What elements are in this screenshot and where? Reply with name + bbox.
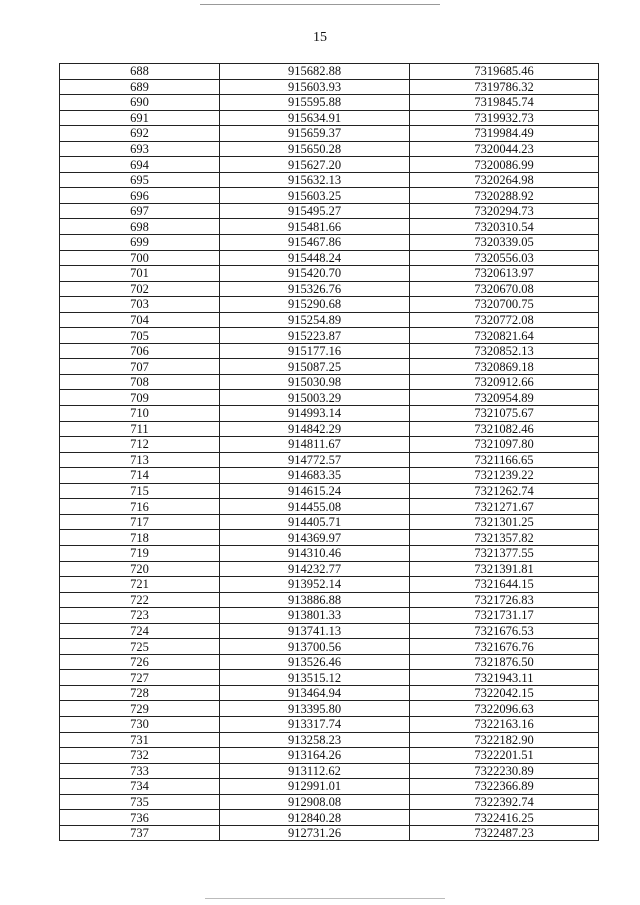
table-row <box>60 406 599 422</box>
point-number-cell: 713 <box>60 452 220 468</box>
y-coordinate-cell: 7320670.08 <box>410 281 599 297</box>
point-number-cell: 721 <box>60 577 220 593</box>
point-number-cell: 729 <box>60 701 220 717</box>
y-coordinate-cell: 7322163.16 <box>410 716 599 732</box>
point-number-cell: 699 <box>60 235 220 251</box>
y-coordinate-cell: 7320556.03 <box>410 250 599 266</box>
y-coordinate-cell: 7322230.89 <box>410 763 599 779</box>
y-coordinate-cell: 7321377.55 <box>410 545 599 561</box>
x-coordinate-cell: 912991.01 <box>220 779 410 795</box>
y-coordinate-cell: 7321262.74 <box>410 483 599 499</box>
point-number-cell: 697 <box>60 203 220 219</box>
table-row <box>60 623 599 639</box>
y-coordinate-cell: 7321943.11 <box>410 670 599 686</box>
x-coordinate-cell: 912908.08 <box>220 794 410 810</box>
y-coordinate-cell: 7322096.63 <box>410 701 599 717</box>
point-number-cell: 711 <box>60 421 220 437</box>
point-number-cell: 701 <box>60 266 220 282</box>
table-row <box>60 514 599 530</box>
table-row <box>60 250 599 266</box>
point-number-cell: 732 <box>60 748 220 764</box>
y-coordinate-cell: 7321676.53 <box>410 623 599 639</box>
y-coordinate-cell: 7320700.75 <box>410 297 599 313</box>
x-coordinate-cell: 915481.66 <box>220 219 410 235</box>
x-coordinate-cell: 915254.89 <box>220 312 410 328</box>
y-coordinate-cell: 7321644.15 <box>410 577 599 593</box>
x-coordinate-cell: 913515.12 <box>220 670 410 686</box>
table-row <box>60 468 599 484</box>
table-row <box>60 561 599 577</box>
y-coordinate-cell: 7322042.15 <box>410 685 599 701</box>
x-coordinate-cell: 913112.62 <box>220 763 410 779</box>
x-coordinate-cell: 913395.80 <box>220 701 410 717</box>
x-coordinate-cell: 915632.13 <box>220 172 410 188</box>
x-coordinate-cell: 915603.93 <box>220 79 410 95</box>
x-coordinate-cell: 915682.88 <box>220 64 410 80</box>
table-row <box>60 203 599 219</box>
x-coordinate-cell: 914615.24 <box>220 483 410 499</box>
y-coordinate-cell: 7321166.65 <box>410 452 599 468</box>
point-number-cell: 693 <box>60 141 220 157</box>
point-number-cell: 702 <box>60 281 220 297</box>
x-coordinate-cell: 914811.67 <box>220 437 410 453</box>
point-number-cell: 731 <box>60 732 220 748</box>
x-coordinate-cell: 913526.46 <box>220 654 410 670</box>
y-coordinate-cell: 7319984.49 <box>410 126 599 142</box>
x-coordinate-cell: 915290.68 <box>220 297 410 313</box>
y-coordinate-cell: 7321876.50 <box>410 654 599 670</box>
table-row <box>60 685 599 701</box>
x-coordinate-cell: 912840.28 <box>220 810 410 826</box>
x-coordinate-cell: 915595.88 <box>220 95 410 111</box>
point-number-cell: 720 <box>60 561 220 577</box>
point-number-cell: 728 <box>60 685 220 701</box>
y-coordinate-cell: 7319845.74 <box>410 95 599 111</box>
table-row <box>60 794 599 810</box>
point-number-cell: 695 <box>60 172 220 188</box>
coordinates-table-body <box>60 64 599 841</box>
table-row <box>60 64 599 80</box>
table-row <box>60 266 599 282</box>
y-coordinate-cell: 7321239.22 <box>410 468 599 484</box>
table-row <box>60 639 599 655</box>
table-row <box>60 95 599 111</box>
bottom-scan-line <box>205 898 445 899</box>
y-coordinate-cell: 7320294.73 <box>410 203 599 219</box>
x-coordinate-cell: 915448.24 <box>220 250 410 266</box>
x-coordinate-cell: 915627.20 <box>220 157 410 173</box>
x-coordinate-cell: 915177.16 <box>220 343 410 359</box>
table-row <box>60 810 599 826</box>
table-row <box>60 312 599 328</box>
table-row <box>60 825 599 841</box>
x-coordinate-cell: 915650.28 <box>220 141 410 157</box>
table-row <box>60 219 599 235</box>
x-coordinate-cell: 915420.70 <box>220 266 410 282</box>
point-number-cell: 724 <box>60 623 220 639</box>
table-row <box>60 297 599 313</box>
x-coordinate-cell: 914405.71 <box>220 514 410 530</box>
x-coordinate-cell: 914842.29 <box>220 421 410 437</box>
point-number-cell: 726 <box>60 654 220 670</box>
x-coordinate-cell: 914310.46 <box>220 545 410 561</box>
x-coordinate-cell: 915659.37 <box>220 126 410 142</box>
x-coordinate-cell: 915030.98 <box>220 374 410 390</box>
point-number-cell: 718 <box>60 530 220 546</box>
table-row <box>60 716 599 732</box>
point-number-cell: 714 <box>60 468 220 484</box>
point-number-cell: 730 <box>60 716 220 732</box>
y-coordinate-cell: 7319786.32 <box>410 79 599 95</box>
point-number-cell: 696 <box>60 188 220 204</box>
y-coordinate-cell: 7322487.23 <box>410 825 599 841</box>
table-row <box>60 701 599 717</box>
table-row <box>60 437 599 453</box>
point-number-cell: 723 <box>60 608 220 624</box>
x-coordinate-cell: 913700.56 <box>220 639 410 655</box>
y-coordinate-cell: 7321731.17 <box>410 608 599 624</box>
table-row <box>60 157 599 173</box>
table-row <box>60 732 599 748</box>
x-coordinate-cell: 915603.25 <box>220 188 410 204</box>
table-row <box>60 328 599 344</box>
table-row <box>60 235 599 251</box>
point-number-cell: 733 <box>60 763 220 779</box>
y-coordinate-cell: 7321082.46 <box>410 421 599 437</box>
x-coordinate-cell: 913464.94 <box>220 685 410 701</box>
y-coordinate-cell: 7322201.51 <box>410 748 599 764</box>
y-coordinate-cell: 7322182.90 <box>410 732 599 748</box>
table-row <box>60 390 599 406</box>
table-row <box>60 483 599 499</box>
x-coordinate-cell: 914455.08 <box>220 499 410 515</box>
point-number-cell: 705 <box>60 328 220 344</box>
point-number-cell: 700 <box>60 250 220 266</box>
x-coordinate-cell: 914369.97 <box>220 530 410 546</box>
y-coordinate-cell: 7320044.23 <box>410 141 599 157</box>
point-number-cell: 717 <box>60 514 220 530</box>
table-row <box>60 359 599 375</box>
table-row <box>60 188 599 204</box>
table-row <box>60 763 599 779</box>
x-coordinate-cell: 913317.74 <box>220 716 410 732</box>
y-coordinate-cell: 7321301.25 <box>410 514 599 530</box>
y-coordinate-cell: 7320310.54 <box>410 219 599 235</box>
point-number-cell: 709 <box>60 390 220 406</box>
x-coordinate-cell: 915223.87 <box>220 328 410 344</box>
point-number-cell: 706 <box>60 343 220 359</box>
y-coordinate-cell: 7320339.05 <box>410 235 599 251</box>
x-coordinate-cell: 914683.35 <box>220 468 410 484</box>
x-coordinate-cell: 913886.88 <box>220 592 410 608</box>
y-coordinate-cell: 7321726.83 <box>410 592 599 608</box>
point-number-cell: 715 <box>60 483 220 499</box>
point-number-cell: 691 <box>60 110 220 126</box>
point-number-cell: 716 <box>60 499 220 515</box>
point-number-cell: 719 <box>60 545 220 561</box>
point-number-cell: 690 <box>60 95 220 111</box>
point-number-cell: 734 <box>60 779 220 795</box>
y-coordinate-cell: 7321357.82 <box>410 530 599 546</box>
y-coordinate-cell: 7320852.13 <box>410 343 599 359</box>
table-row <box>60 670 599 686</box>
x-coordinate-cell: 913741.13 <box>220 623 410 639</box>
table-row <box>60 530 599 546</box>
point-number-cell: 710 <box>60 406 220 422</box>
table-row <box>60 748 599 764</box>
point-number-cell: 712 <box>60 437 220 453</box>
table-row <box>60 421 599 437</box>
y-coordinate-cell: 7320086.99 <box>410 157 599 173</box>
y-coordinate-cell: 7320954.89 <box>410 390 599 406</box>
point-number-cell: 725 <box>60 639 220 655</box>
y-coordinate-cell: 7320772.08 <box>410 312 599 328</box>
x-coordinate-cell: 915087.25 <box>220 359 410 375</box>
point-number-cell: 704 <box>60 312 220 328</box>
table-row <box>60 654 599 670</box>
table-row <box>60 608 599 624</box>
point-number-cell: 735 <box>60 794 220 810</box>
y-coordinate-cell: 7321271.67 <box>410 499 599 515</box>
y-coordinate-cell: 7319685.46 <box>410 64 599 80</box>
y-coordinate-cell: 7321391.81 <box>410 561 599 577</box>
y-coordinate-cell: 7321097.80 <box>410 437 599 453</box>
y-coordinate-cell: 7320264.98 <box>410 172 599 188</box>
point-number-cell: 707 <box>60 359 220 375</box>
coordinates-table <box>59 63 599 841</box>
point-number-cell: 736 <box>60 810 220 826</box>
top-scan-line <box>200 4 440 5</box>
x-coordinate-cell: 915495.27 <box>220 203 410 219</box>
x-coordinate-cell: 913164.26 <box>220 748 410 764</box>
point-number-cell: 688 <box>60 64 220 80</box>
point-number-cell: 698 <box>60 219 220 235</box>
y-coordinate-cell: 7322416.25 <box>410 810 599 826</box>
page-number: 15 <box>313 30 327 45</box>
x-coordinate-cell: 913258.23 <box>220 732 410 748</box>
table-row <box>60 452 599 468</box>
table-row <box>60 343 599 359</box>
x-coordinate-cell: 915467.86 <box>220 235 410 251</box>
y-coordinate-cell: 7321676.76 <box>410 639 599 655</box>
x-coordinate-cell: 914993.14 <box>220 406 410 422</box>
x-coordinate-cell: 912731.26 <box>220 825 410 841</box>
table-row <box>60 126 599 142</box>
y-coordinate-cell: 7322392.74 <box>410 794 599 810</box>
y-coordinate-cell: 7319932.73 <box>410 110 599 126</box>
point-number-cell: 727 <box>60 670 220 686</box>
x-coordinate-cell: 913952.14 <box>220 577 410 593</box>
point-number-cell: 694 <box>60 157 220 173</box>
table-row <box>60 499 599 515</box>
y-coordinate-cell: 7321075.67 <box>410 406 599 422</box>
table-row <box>60 79 599 95</box>
y-coordinate-cell: 7320821.64 <box>410 328 599 344</box>
point-number-cell: 708 <box>60 374 220 390</box>
table-row <box>60 141 599 157</box>
y-coordinate-cell: 7320869.18 <box>410 359 599 375</box>
x-coordinate-cell: 913801.33 <box>220 608 410 624</box>
table-row <box>60 592 599 608</box>
x-coordinate-cell: 914772.57 <box>220 452 410 468</box>
point-number-cell: 737 <box>60 825 220 841</box>
y-coordinate-cell: 7320912.66 <box>410 374 599 390</box>
y-coordinate-cell: 7320613.97 <box>410 266 599 282</box>
table-row <box>60 545 599 561</box>
x-coordinate-cell: 915326.76 <box>220 281 410 297</box>
table-row <box>60 281 599 297</box>
x-coordinate-cell: 915634.91 <box>220 110 410 126</box>
table-row <box>60 374 599 390</box>
table-row <box>60 779 599 795</box>
point-number-cell: 722 <box>60 592 220 608</box>
point-number-cell: 692 <box>60 126 220 142</box>
table-row <box>60 110 599 126</box>
y-coordinate-cell: 7322366.89 <box>410 779 599 795</box>
point-number-cell: 689 <box>60 79 220 95</box>
x-coordinate-cell: 915003.29 <box>220 390 410 406</box>
y-coordinate-cell: 7320288.92 <box>410 188 599 204</box>
point-number-cell: 703 <box>60 297 220 313</box>
table-row <box>60 172 599 188</box>
x-coordinate-cell: 914232.77 <box>220 561 410 577</box>
table-row <box>60 577 599 593</box>
